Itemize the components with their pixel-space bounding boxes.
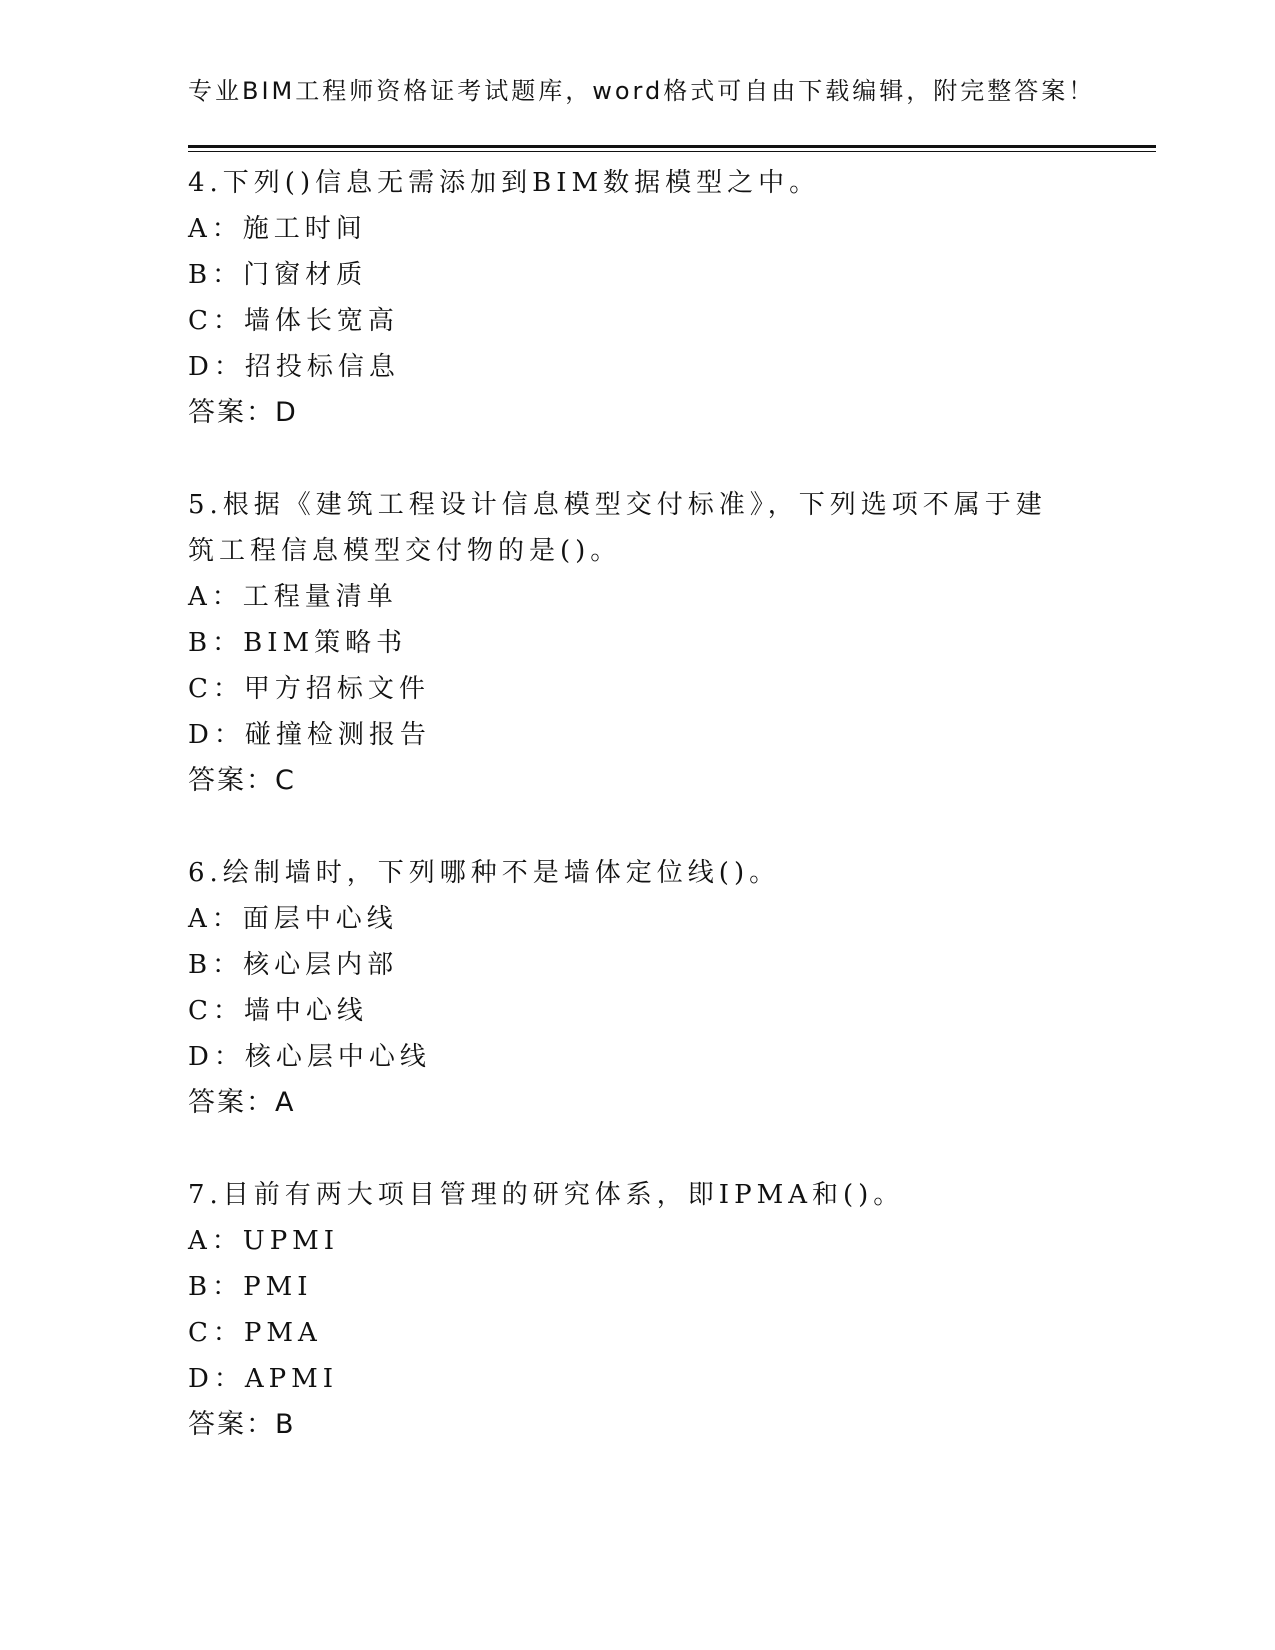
question-stem: 5.根据《建筑工程设计信息模型交付标准》，下列选项不属于建筑工程信息模型交付物的是()。: [188, 490, 1047, 566]
answer: 答案：C: [188, 765, 296, 796]
option-d: D：核心层中心线: [188, 1042, 431, 1072]
option-b: B：BIM策略书: [188, 628, 408, 658]
header-rule-thick: [188, 145, 1156, 148]
option-d: D：招投标信息: [188, 352, 400, 382]
header-rule-thin: [188, 151, 1156, 152]
option-a: A：面层中心线: [188, 904, 398, 934]
question-7: [188, 1172, 1088, 1448]
option-c: C：甲方招标文件: [188, 674, 430, 704]
option-c: C：PMA: [188, 1318, 322, 1348]
option-c: C：墙中心线: [188, 996, 368, 1026]
document-header: 专业BIM工程师资格证考试题库，word格式可自由下载编辑，附完整答案！: [188, 77, 1096, 105]
option-b: B：门窗材质: [188, 260, 368, 290]
option-d: D：APMI: [188, 1364, 339, 1394]
option-b: B：PMI: [188, 1272, 313, 1302]
option-a: A：UPMI: [188, 1226, 340, 1256]
option-d: D：碰撞检测报告: [188, 720, 431, 750]
option-b: B：核心层内部: [188, 950, 399, 980]
question-stem: 7.目前有两大项目管理的研究体系，即IPMA和()。: [188, 1180, 905, 1210]
answer: 答案：A: [188, 1087, 296, 1118]
answer: 答案：B: [188, 1409, 296, 1440]
option-a: A：工程量清单: [188, 582, 398, 612]
option-c: C：墙体长宽高: [188, 306, 399, 336]
question-stem: 6.绘制墙时，下列哪种不是墙体定位线()。: [188, 858, 781, 888]
option-a: A：施工时间: [188, 214, 367, 244]
question-6: [188, 850, 1088, 1126]
answer: 答案：D: [188, 397, 298, 428]
question-5: [188, 482, 1088, 804]
question-4: [188, 160, 1088, 436]
question-list: [188, 160, 1088, 1494]
question-stem: 4.下列()信息无需添加到BIM数据模型之中。: [188, 168, 821, 198]
